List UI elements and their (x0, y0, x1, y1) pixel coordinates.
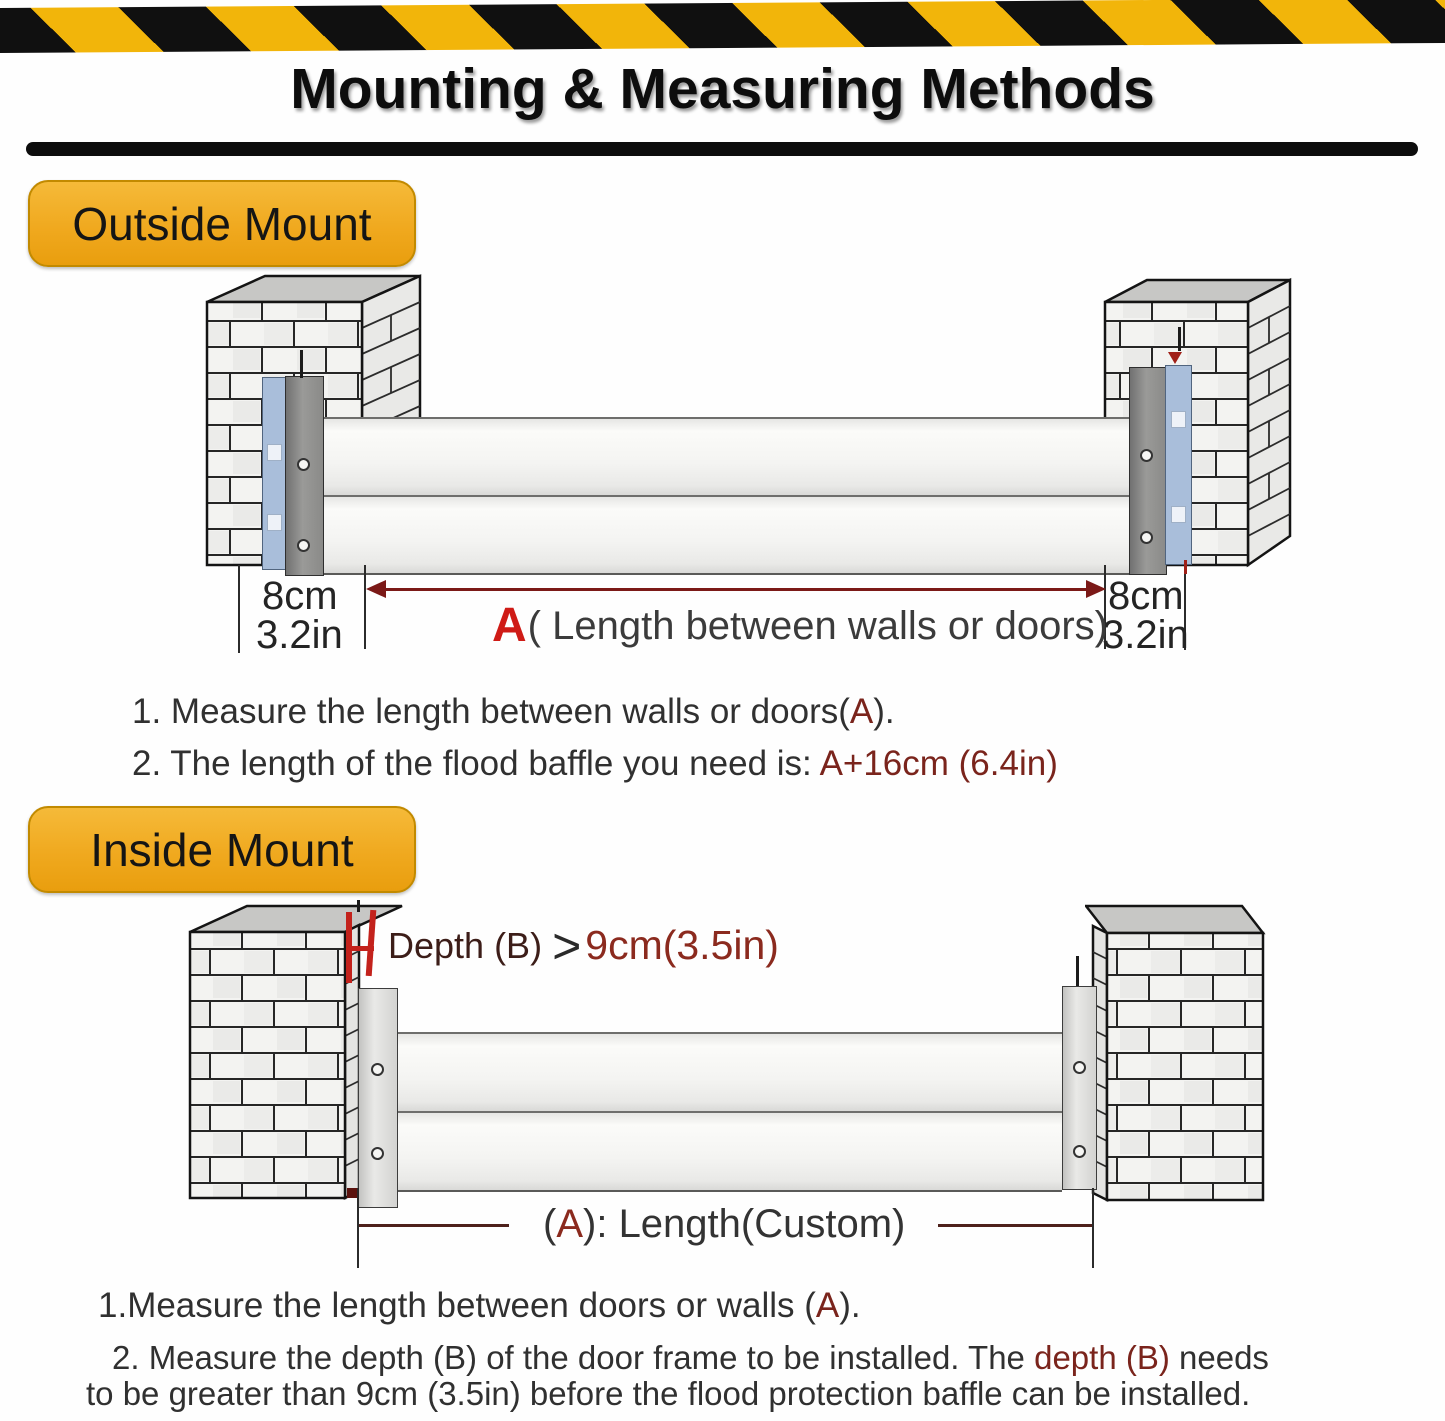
arrow-left-icon (366, 580, 386, 598)
wall-rail-right (1165, 365, 1192, 565)
hazard-stripe-banner (0, 0, 1445, 53)
span-length-text: ( Length between walls or doors) (527, 604, 1108, 648)
page-title: Mounting & Measuring Methods (290, 57, 1155, 121)
gap-left-cm: 8cm (262, 574, 338, 618)
rail-tab (267, 514, 282, 531)
length-label-variable: A (556, 1202, 584, 1246)
outside-step-1-variable: A (849, 692, 874, 731)
inside-step-1-variable: A (815, 1286, 840, 1325)
title-underline-bar (26, 142, 1418, 156)
inside-step-2-line-2: to be greater than 9cm (3.5in) before the flood protection baffle can be installed. (86, 1375, 1251, 1412)
depth-label-value: 9cm(3.5in) (585, 922, 779, 969)
gap-left-in: 3.2in (256, 613, 343, 657)
barrier-panel-bottom (396, 1111, 1062, 1192)
channel-bracket-left (285, 376, 324, 576)
outside-step-1 (132, 692, 895, 731)
outside-step-2 (132, 744, 1058, 783)
inside-step-1-text: 1.Measure the length between doors or walls ( (98, 1286, 816, 1325)
anchor-pin-right (1076, 956, 1079, 986)
pillar-front-face (1107, 933, 1263, 1200)
rail-tab (1171, 506, 1186, 523)
inside-step-2-variable: depth (B) (1034, 1339, 1170, 1376)
channel-bracket-right (1129, 367, 1167, 575)
length-line-right (938, 1224, 1092, 1227)
dim-tick (364, 565, 366, 649)
dim-tick (1092, 1188, 1094, 1268)
arrow-right-icon (1086, 580, 1106, 598)
barrier-panel-top (320, 417, 1142, 495)
outside-step-1-tail: ). (873, 692, 895, 731)
screw-hole (1140, 531, 1153, 544)
inside-mount-badge (28, 806, 416, 893)
channel-bracket-right (1062, 986, 1097, 1190)
flood-barrier-inside (396, 1032, 1062, 1192)
depth-gauge-crossbar (348, 946, 374, 951)
pillar-front-face (190, 932, 345, 1198)
span-length-label (492, 599, 1108, 652)
inside-step-2-text: 2. Measure the depth (B) of the door frame to be installed. The (112, 1339, 1035, 1376)
length-label-open: ( (543, 1202, 557, 1246)
anchor-pin-left (300, 350, 303, 378)
dim-tick (238, 565, 240, 653)
wall-rail-left (262, 377, 287, 570)
span-arrow-line (382, 588, 1088, 591)
depth-label (388, 920, 779, 972)
brick-pillar-right-inside (1085, 896, 1310, 1208)
length-label-text: ): Length(Custom) (583, 1202, 906, 1246)
inside-mount-badge-label: Inside Mount (90, 823, 354, 876)
outside-step-2-formula: A+16cm (6.4in) (819, 744, 1058, 783)
greater-than-sign: > (552, 918, 582, 974)
gap-right-cm: 8cm (1108, 574, 1184, 618)
rail-tab (267, 444, 282, 461)
span-length-variable: A (492, 599, 527, 652)
red-marker-arrow-icon (1168, 352, 1182, 364)
length-custom-label (543, 1202, 905, 1247)
dim-tick (357, 1188, 359, 1268)
screw-hole (1073, 1061, 1086, 1074)
length-line-left (359, 1224, 509, 1227)
barrier-panel-top (396, 1032, 1062, 1111)
barrier-panel-bottom (320, 495, 1142, 575)
screw-hole (371, 1063, 384, 1076)
depth-gauge-tick (357, 900, 360, 912)
red-tick-cap (1184, 560, 1187, 574)
screw-hole (1073, 1145, 1086, 1158)
gap-right-in: 3.2in (1102, 613, 1189, 657)
depth-label-text: Depth (B) (388, 924, 543, 966)
pillar-top-face (1086, 906, 1263, 933)
inside-step-1 (98, 1286, 861, 1325)
outside-step-1-text: 1. Measure the length between walls or doors( (132, 692, 850, 731)
screw-hole (297, 458, 310, 471)
outside-mount-badge-label: Outside Mount (72, 197, 372, 250)
inside-step-2-tail: needs (1169, 1339, 1269, 1376)
flood-barrier-outside (320, 417, 1142, 575)
outside-step-2-text: 2. The length of the flood baffle you need is: (132, 744, 820, 783)
screw-hole (1140, 449, 1153, 462)
anchor-pin-right (1178, 327, 1181, 351)
outside-mount-badge (28, 180, 416, 267)
screw-hole (297, 539, 310, 552)
inside-step-1-tail: ). (839, 1286, 861, 1325)
inside-step-2-line-1 (112, 1340, 1269, 1377)
channel-bracket-left (358, 988, 398, 1208)
screw-hole (371, 1147, 384, 1160)
rail-tab (1171, 411, 1186, 428)
